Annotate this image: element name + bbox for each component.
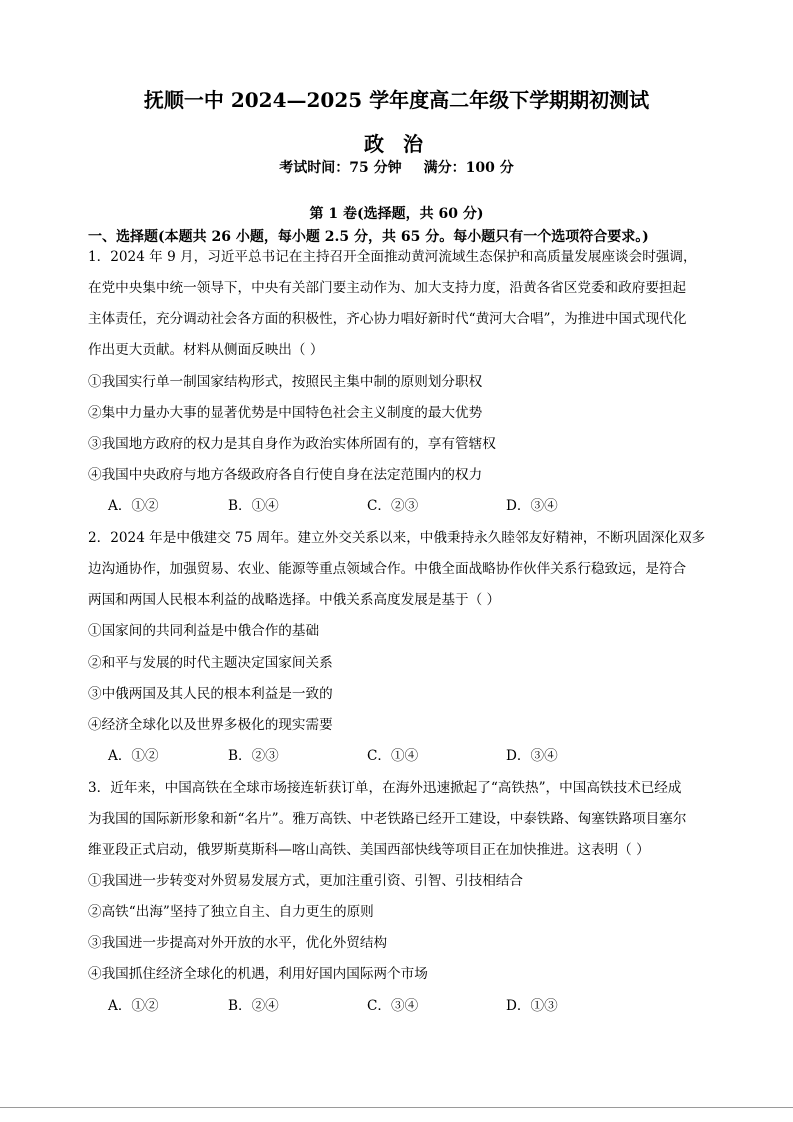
subject-title: 政 治 (364, 132, 429, 156)
q1-item-4: ④我国中央政府与地方各级政府各自行使自身在法定范围内的权力 (88, 467, 483, 483)
q2-item-2: ②和平与发展的时代主题决定国家间关系 (88, 655, 333, 671)
q1-option-a[interactable]: A．①② (108, 498, 159, 514)
exam-title: 抚顺一中 2024—2025 学年度高二年级下学期期初测试 (143, 88, 650, 112)
q3-item-1: ①我国进一步转变对外贸易发展方式，更加注重引资、引智、引技相结合 (88, 873, 523, 889)
q2-item-1: ①国家间的共同利益是中俄合作的基础 (88, 623, 320, 639)
q1-option-c[interactable]: C．②③ (367, 498, 419, 514)
q1-stem-line-1: 1．2024 年 9 月，习近平总书记在主持召开全面推动黄河流域生态保护和高质量发展座谈会时强调， (88, 249, 697, 265)
q3-stem-line-3: 维亚段正式启动，俄罗斯莫斯科—喀山高铁、美国西部快线等项目正在加快推进。这表明（ ） (88, 842, 650, 858)
q2-stem-line-3: 两国和两国人民根本利益的战略选择。中俄关系高度发展是基于（ ） (88, 592, 501, 608)
volume-heading: 第 1 卷(选择题，共 60 分) (309, 206, 484, 222)
q3-item-3: ③我国进一步提高对外开放的水平，优化外贸结构 (88, 935, 388, 951)
q3-option-b[interactable]: B．②④ (228, 998, 279, 1014)
q3-item-4: ④我国抓住经济全球化的机遇，利用好国内国际两个市场 (88, 966, 428, 982)
q1-option-b[interactable]: B．①④ (228, 498, 279, 514)
q1-stem-line-2: 在党中央集中统一领导下，中央有关部门要主动作为、加大支持力度，沿黄各省区党委和政府要担起 (88, 280, 687, 296)
q3-stem-line-1: 3．近年来，中国高铁在全球市场接连斩获订单，在海外迅速掀起了“高铁热”，中国高铁技术已经成 (88, 780, 682, 796)
q3-option-d[interactable]: D．①③ (506, 998, 558, 1014)
q3-stem-line-2: 为我国的国际新形象和新“名片”。雅万高铁、中老铁路已经开工建设，中泰铁路、匈塞铁路项目塞尔 (88, 811, 687, 827)
q1-item-1: ①我国实行单一制国家结构形式，按照民主集中制的原则划分职权 (88, 374, 483, 390)
q1-item-2: ②集中力量办大事的显著优势是中国特色社会主义制度的最大优势 (88, 405, 483, 421)
q2-option-b[interactable]: B．②③ (228, 748, 279, 764)
q2-item-3: ③中俄两国及其人民的根本利益是一致的 (88, 686, 333, 702)
q1-option-d[interactable]: D．③④ (506, 498, 558, 514)
q2-item-4: ④经济全球化以及世界多极化的现实需要 (88, 717, 333, 733)
q1-stem-line-4: 作出更大贡献。材料从侧面反映出（ ） (88, 342, 324, 358)
page-bottom-divider (0, 1107, 793, 1108)
q2-option-a[interactable]: A．①② (108, 748, 159, 764)
q3-option-a[interactable]: A．①② (108, 998, 159, 1014)
exam-score: 满分：100 分 (423, 160, 514, 176)
q2-stem-line-2: 边沟通协作，加强贸易、农业、能源等重点领域合作。中俄全面战略协作伙伴关系行稳致远，是符合 (88, 561, 687, 577)
q3-item-2: ②高铁“出海”坚持了独立自主、自力更生的原则 (88, 904, 374, 920)
q2-stem-line-1: 2．2024 年是中俄建交 75 周年。建立外交关系以来，中俄秉持永久睦邻友好精神，不断巩固深化双多 (88, 530, 706, 546)
q1-item-3: ③我国地方政府的权力是其自身作为政治实体所固有的，享有管辖权 (88, 436, 496, 452)
q2-option-d[interactable]: D．③④ (506, 748, 558, 764)
exam-time: 考试时间：75 分钟 (279, 160, 402, 176)
q1-stem-line-3: 主体责任，充分调动社会各方面的积极性，齐心协力唱好新时代“黄河大合唱”，为推进中国式现代化 (88, 311, 687, 327)
exam-info (0, 157, 793, 177)
q2-option-c[interactable]: C．①④ (367, 748, 419, 764)
section-heading: 一、选择题(本题共 26 小题，每小题 2.5 分，共 65 分。每小题只有一个选项符合要求。) (88, 229, 649, 245)
q3-option-c[interactable]: C．③④ (367, 998, 419, 1014)
